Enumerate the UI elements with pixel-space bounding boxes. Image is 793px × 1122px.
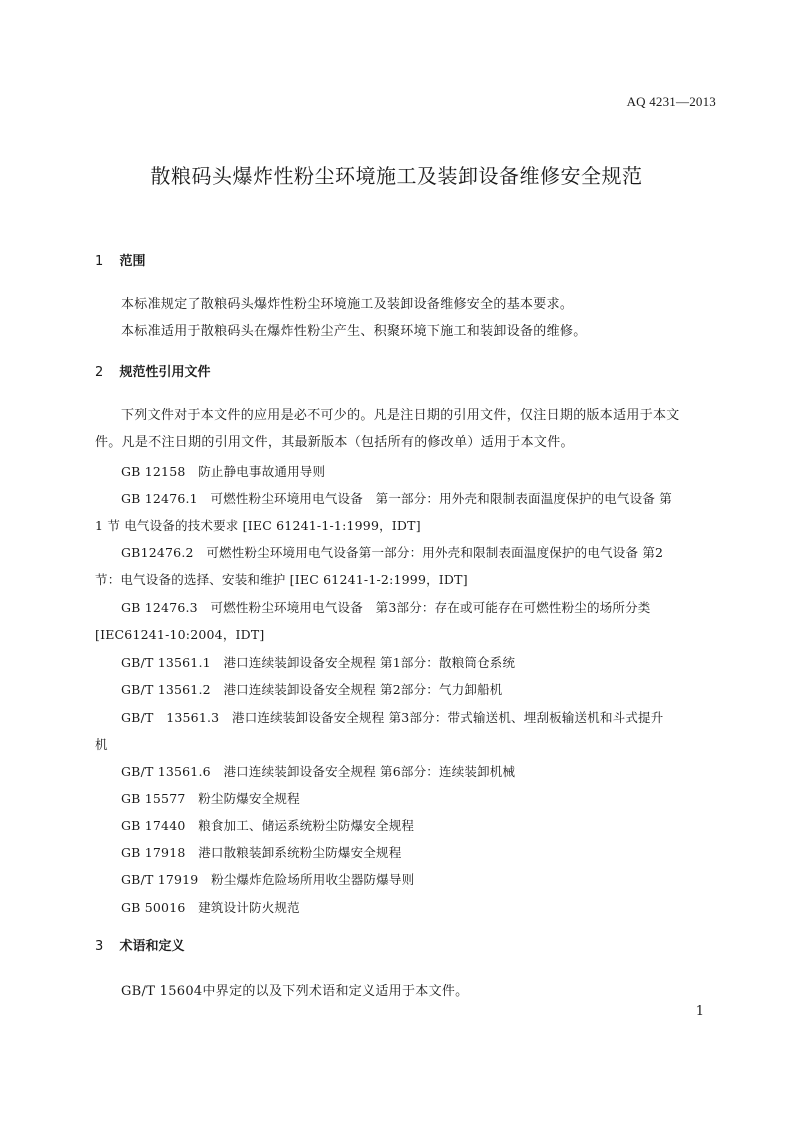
reference-item: GB 50016 建筑设计防火规范 <box>121 900 300 915</box>
reference-item-continuation: 1 节 电气设备的技术要求 [IEC 61241-1-1:1999，IDT] <box>95 518 421 533</box>
paragraph: 本标准适用于散粮码头在爆炸性粉尘产生、积聚环境下施工和装卸设备的维修。 <box>121 324 587 339</box>
reference-item: GB/T 13561.6 港口连续装卸设备安全规程 第6部分：连续装卸机械 <box>121 764 516 779</box>
section-number: 3 <box>95 939 104 954</box>
section-title: 范围 <box>119 254 146 269</box>
reference-item: GB 12476.1 可燃性粉尘环境用电气设备 第一部分：用外壳和限制表面温度保护的电气设备 第 <box>121 491 672 506</box>
reference-item: GB/T 13561.1 港口连续装卸设备安全规程 第1部分：散粮筒仓系统 <box>121 655 516 670</box>
standard-code: AQ 4231—2013 <box>626 94 716 109</box>
reference-item: GB 12476.3 可燃性粉尘环境用电气设备 第3部分：存在或可能存在可燃性粉尘的场所分类 <box>121 600 651 615</box>
paragraph: 件。凡是不注日期的引用文件，其最新版本（包括所有的修改单）适用于本文件。 <box>95 435 574 450</box>
paragraph: 本标准规定了散粮码头爆炸性粉尘环境施工及装卸设备维修安全的基本要求。 <box>121 297 574 312</box>
reference-item: GB 17440 粮食加工、储运系统粉尘防爆安全规程 <box>121 818 415 833</box>
reference-item: GB 17918 港口散粮装卸系统粉尘防爆安全规程 <box>121 845 402 860</box>
section-title: 规范性引用文件 <box>119 365 211 380</box>
paragraph: GB/T 15604中界定的以及下列术语和定义适用于本文件。 <box>121 984 469 999</box>
section-number: 1 <box>95 254 104 269</box>
reference-item: GB 15577 粉尘防爆安全规程 <box>121 791 300 806</box>
section-title: 术语和定义 <box>119 939 185 954</box>
document-title: 散粮码头爆炸性粉尘环境施工及装卸设备维修安全规范 <box>150 164 643 188</box>
reference-item: GB/T 13561.3 港口连续装卸设备安全规程 第3部分：带式输送机、埋刮板输送机和斗式提升 <box>121 710 664 725</box>
paragraph: 下列文件对于本文件的应用是必不可少的。凡是注日期的引用文件，仅注日期的版本适用于本文 <box>121 408 680 423</box>
reference-item: GB12476.2 可燃性粉尘环境用电气设备第一部分：用外壳和限制表面温度保护的电气设备 第2 <box>121 545 664 560</box>
reference-item: GB/T 17919 粉尘爆炸危险场所用收尘器防爆导则 <box>121 872 415 887</box>
reference-item-continuation: [IEC61241-10:2004，IDT] <box>95 627 265 642</box>
section-3-heading <box>95 935 185 954</box>
reference-item: GB 12158 防止静电事故通用导则 <box>121 464 326 479</box>
section-2-heading <box>95 361 211 380</box>
reference-item-continuation: 节：电气设备的选择、安装和维护 [IEC 61241-1-2:1999，IDT] <box>95 572 468 587</box>
section-number: 2 <box>95 365 104 380</box>
page-number: 1 <box>695 1004 704 1019</box>
section-1-heading <box>95 250 146 269</box>
reference-item: GB/T 13561.2 港口连续装卸设备安全规程 第2部分：气力卸船机 <box>121 682 503 697</box>
reference-item-continuation: 机 <box>95 737 108 752</box>
